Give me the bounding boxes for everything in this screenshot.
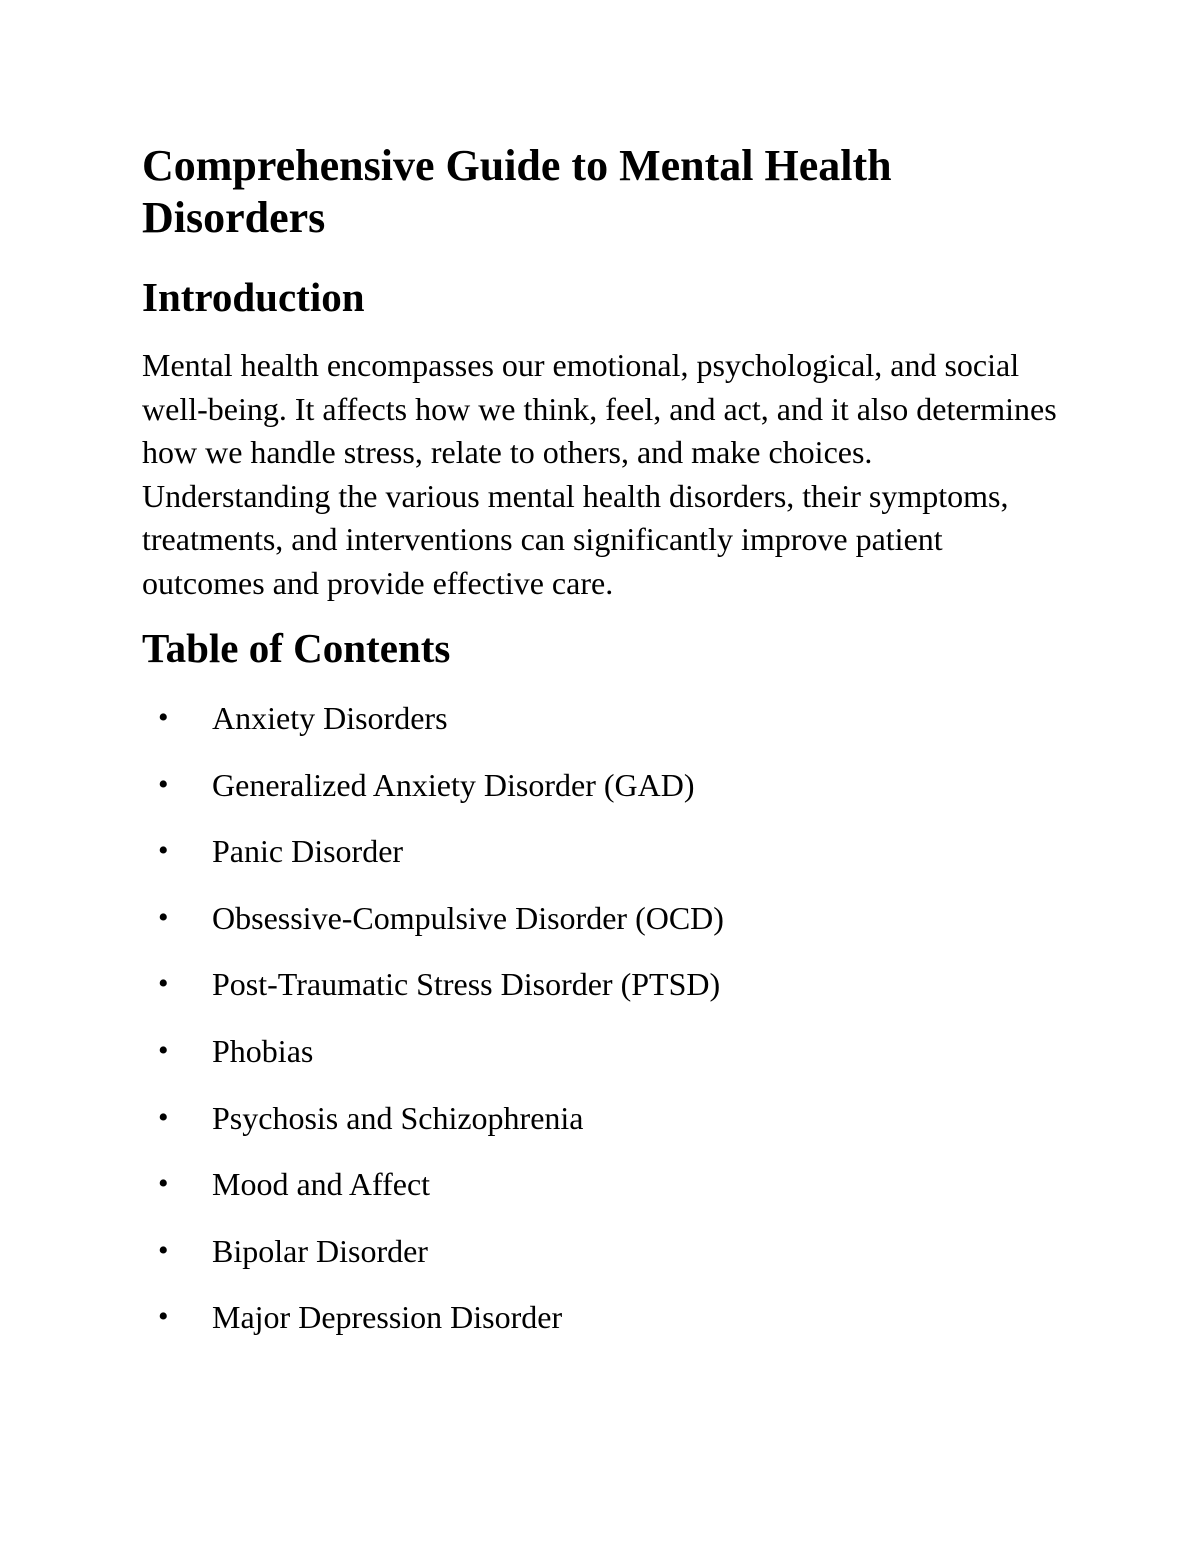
list-item-label: Phobias (212, 1032, 314, 1069)
list-item-label: Mood and Affect (212, 1166, 431, 1203)
introduction-paragraph: Mental health encompasses our emotional, psychological, and social well-being. It affects how we think, feel, and act, and it also determines how we handle stress, relate to others, and make choices. Understanding the various mental health disorders, their symptoms, treatments, and interventions can significantly improve patient outcomes and provide effective care. (142, 347, 1057, 601)
list-item (142, 963, 1062, 1005)
introduction-heading: Introduction (142, 274, 365, 320)
table-of-contents-list (142, 697, 1062, 1338)
bullet-icon: • (158, 1300, 169, 1334)
list-item-label: Generalized Anxiety Disorder (GAD) (212, 766, 695, 803)
list-item (142, 1097, 1062, 1139)
list-item-label: Major Depression Disorder (212, 1299, 563, 1336)
document-title: Comprehensive Guide to Mental Health Disorders (142, 141, 892, 242)
list-item (142, 1230, 1062, 1272)
list-item-label: Bipolar Disorder (212, 1232, 428, 1269)
bullet-icon: • (158, 1167, 169, 1201)
bullet-icon: • (158, 834, 169, 868)
bullet-icon: • (158, 701, 169, 734)
list-item-label: Panic Disorder (212, 833, 404, 870)
document-page (142, 140, 1062, 1363)
bullet-icon: • (158, 767, 169, 801)
bullet-icon: • (158, 1100, 169, 1134)
list-item (142, 1296, 1062, 1338)
list-item-label: Post-Traumatic Stress Disorder (PTSD) (212, 966, 721, 1003)
bullet-icon: • (158, 967, 169, 1001)
list-item-label: Obsessive-Compulsive Disorder (OCD) (212, 899, 724, 936)
bullet-icon: • (158, 900, 169, 934)
list-item-label: Psychosis and Schizophrenia (212, 1099, 584, 1136)
list-item-label: Anxiety Disorders (212, 700, 448, 736)
table-of-contents-heading: Table of Contents (142, 625, 451, 671)
list-item (142, 1163, 1062, 1205)
list-item (142, 897, 1062, 939)
bullet-icon: • (158, 1233, 169, 1267)
list-item (142, 764, 1062, 806)
list-item (142, 697, 1062, 739)
list-item (142, 1030, 1062, 1072)
bullet-icon: • (158, 1033, 169, 1067)
list-item (142, 830, 1062, 872)
